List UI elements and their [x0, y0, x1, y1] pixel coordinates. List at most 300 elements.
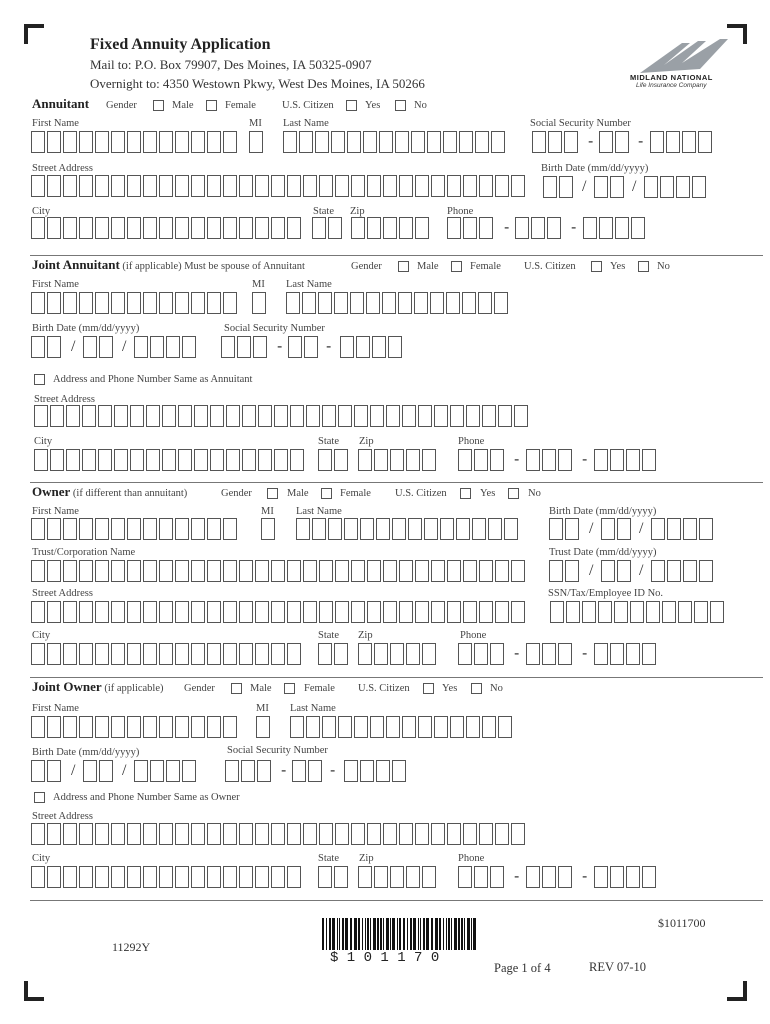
char-box[interactable] [565, 560, 579, 582]
char-box[interactable] [63, 823, 77, 845]
char-box[interactable] [223, 292, 237, 314]
char-box[interactable] [146, 449, 160, 471]
zip-input[interactable] [358, 449, 436, 473]
char-box[interactable] [31, 217, 45, 239]
char-box[interactable] [207, 716, 221, 738]
city-input[interactable] [31, 217, 301, 241]
char-box[interactable] [271, 560, 285, 582]
char-box[interactable] [434, 716, 448, 738]
char-box[interactable] [459, 131, 473, 153]
phone-line-input[interactable] [594, 866, 656, 890]
char-box[interactable] [415, 823, 429, 845]
char-box[interactable] [239, 217, 253, 239]
char-box[interactable] [63, 643, 77, 665]
char-box[interactable] [376, 760, 390, 782]
char-box[interactable] [418, 716, 432, 738]
char-box[interactable] [542, 643, 556, 665]
char-box[interactable] [367, 560, 381, 582]
char-box[interactable] [318, 643, 332, 665]
char-box[interactable] [626, 643, 640, 665]
char-box[interactable] [239, 866, 253, 888]
char-box[interactable] [223, 601, 237, 623]
char-box[interactable] [491, 131, 505, 153]
street-address-input[interactable] [31, 601, 525, 625]
char-box[interactable] [498, 716, 512, 738]
char-box[interactable] [175, 823, 189, 845]
char-box[interactable] [631, 217, 645, 239]
citizen-no-checkbox[interactable] [395, 100, 406, 111]
char-box[interactable] [63, 866, 77, 888]
char-box[interactable] [383, 217, 397, 239]
char-box[interactable] [159, 292, 173, 314]
char-box[interactable] [431, 823, 445, 845]
char-box[interactable] [223, 175, 237, 197]
char-box[interactable] [47, 292, 61, 314]
char-box[interactable] [134, 336, 148, 358]
char-box[interactable] [223, 643, 237, 665]
char-box[interactable] [255, 217, 269, 239]
char-box[interactable] [210, 449, 224, 471]
char-box[interactable] [319, 601, 333, 623]
char-box[interactable] [287, 643, 301, 665]
char-box[interactable] [31, 131, 45, 153]
char-box[interactable] [390, 643, 404, 665]
citizen-yes-checkbox[interactable] [591, 261, 602, 272]
char-box[interactable] [271, 643, 285, 665]
char-box[interactable] [511, 823, 525, 845]
state-input[interactable] [312, 217, 342, 241]
char-box[interactable] [334, 292, 348, 314]
char-box[interactable] [511, 560, 525, 582]
char-box[interactable] [143, 643, 157, 665]
char-box[interactable] [351, 823, 365, 845]
char-box[interactable] [418, 405, 432, 427]
char-box[interactable] [191, 601, 205, 623]
char-box[interactable] [328, 217, 342, 239]
char-box[interactable] [253, 336, 267, 358]
char-box[interactable] [532, 131, 546, 153]
char-box[interactable] [358, 449, 372, 471]
char-box[interactable] [274, 449, 288, 471]
char-box[interactable] [207, 601, 221, 623]
char-box[interactable] [351, 175, 365, 197]
char-box[interactable] [178, 405, 192, 427]
birth-day-input[interactable] [83, 336, 113, 360]
char-box[interactable] [515, 217, 529, 239]
char-box[interactable] [226, 405, 240, 427]
char-box[interactable] [287, 866, 301, 888]
first-name-input[interactable] [31, 716, 237, 740]
char-box[interactable] [63, 175, 77, 197]
char-box[interactable] [111, 518, 125, 540]
char-box[interactable] [79, 175, 93, 197]
char-box[interactable] [241, 760, 255, 782]
char-box[interactable] [31, 175, 45, 197]
char-box[interactable] [360, 760, 374, 782]
female-checkbox[interactable] [284, 683, 295, 694]
char-box[interactable] [95, 518, 109, 540]
char-box[interactable] [127, 217, 141, 239]
char-box[interactable] [642, 866, 656, 888]
char-box[interactable] [111, 292, 125, 314]
char-box[interactable] [542, 866, 556, 888]
char-box[interactable] [601, 518, 615, 540]
char-box[interactable] [367, 601, 381, 623]
char-box[interactable] [594, 176, 608, 198]
char-box[interactable] [610, 643, 624, 665]
char-box[interactable] [111, 823, 125, 845]
char-box[interactable] [666, 131, 680, 153]
char-box[interactable] [446, 292, 460, 314]
char-box[interactable] [598, 601, 612, 623]
char-box[interactable] [415, 560, 429, 582]
char-box[interactable] [111, 175, 125, 197]
char-box[interactable] [370, 716, 384, 738]
birth-year-input[interactable] [134, 760, 196, 784]
char-box[interactable] [395, 131, 409, 153]
char-box[interactable] [549, 560, 563, 582]
char-box[interactable] [63, 292, 77, 314]
char-box[interactable] [594, 449, 608, 471]
char-box[interactable] [255, 823, 269, 845]
char-box[interactable] [383, 823, 397, 845]
char-box[interactable] [319, 560, 333, 582]
char-box[interactable] [159, 601, 173, 623]
char-box[interactable] [430, 292, 444, 314]
char-box[interactable] [344, 518, 358, 540]
char-box[interactable] [434, 405, 448, 427]
char-box[interactable] [422, 866, 436, 888]
char-box[interactable] [335, 560, 349, 582]
char-box[interactable] [47, 175, 61, 197]
char-box[interactable] [351, 601, 365, 623]
char-box[interactable] [31, 601, 45, 623]
char-box[interactable] [239, 175, 253, 197]
citizen-no-checkbox[interactable] [508, 488, 519, 499]
char-box[interactable] [31, 292, 45, 314]
char-box[interactable] [47, 336, 61, 358]
char-box[interactable] [490, 449, 504, 471]
char-box[interactable] [237, 336, 251, 358]
char-box[interactable] [31, 716, 45, 738]
char-box[interactable] [526, 866, 540, 888]
char-box[interactable] [617, 560, 631, 582]
char-box[interactable] [191, 292, 205, 314]
char-box[interactable] [699, 560, 713, 582]
char-box[interactable] [143, 601, 157, 623]
char-box[interactable] [130, 449, 144, 471]
char-box[interactable] [398, 292, 412, 314]
char-box[interactable] [287, 823, 301, 845]
char-box[interactable] [458, 449, 472, 471]
char-box[interactable] [367, 175, 381, 197]
phone-prefix-input[interactable] [526, 866, 572, 890]
char-box[interactable] [511, 175, 525, 197]
char-box[interactable] [95, 643, 109, 665]
char-box[interactable] [678, 601, 692, 623]
char-box[interactable] [447, 560, 461, 582]
char-box[interactable] [31, 560, 45, 582]
city-input[interactable] [31, 866, 301, 890]
char-box[interactable] [399, 175, 413, 197]
char-box[interactable] [479, 601, 493, 623]
char-box[interactable] [660, 176, 674, 198]
char-box[interactable] [303, 560, 317, 582]
char-box[interactable] [318, 449, 332, 471]
char-box[interactable] [466, 405, 480, 427]
char-box[interactable] [360, 518, 374, 540]
char-box[interactable] [479, 560, 493, 582]
char-box[interactable] [390, 866, 404, 888]
char-box[interactable] [207, 175, 221, 197]
street-address-input[interactable] [31, 175, 525, 199]
char-box[interactable] [261, 518, 275, 540]
char-box[interactable] [79, 601, 93, 623]
char-box[interactable] [308, 760, 322, 782]
last-name-input[interactable] [286, 292, 508, 316]
char-box[interactable] [479, 175, 493, 197]
char-box[interactable] [662, 601, 676, 623]
char-box[interactable] [549, 518, 563, 540]
char-box[interactable] [482, 405, 496, 427]
char-box[interactable] [463, 823, 477, 845]
char-box[interactable] [207, 560, 221, 582]
char-box[interactable] [98, 405, 112, 427]
ssn-input-part3[interactable] [344, 760, 406, 784]
char-box[interactable] [399, 217, 413, 239]
char-box[interactable] [143, 823, 157, 845]
phone-prefix-input[interactable] [515, 217, 561, 241]
char-box[interactable] [178, 449, 192, 471]
char-box[interactable] [191, 560, 205, 582]
char-box[interactable] [463, 601, 477, 623]
trust-corporation-input[interactable] [31, 560, 525, 584]
char-box[interactable] [667, 560, 681, 582]
female-checkbox[interactable] [451, 261, 462, 272]
char-box[interactable] [191, 175, 205, 197]
phone-area-input[interactable] [458, 643, 504, 667]
char-box[interactable] [95, 601, 109, 623]
char-box[interactable] [95, 217, 109, 239]
char-box[interactable] [386, 405, 400, 427]
char-box[interactable] [114, 405, 128, 427]
char-box[interactable] [694, 601, 708, 623]
char-box[interactable] [370, 405, 384, 427]
char-box[interactable] [288, 336, 302, 358]
char-box[interactable] [249, 131, 263, 153]
char-box[interactable] [31, 866, 45, 888]
char-box[interactable] [143, 217, 157, 239]
char-box[interactable] [83, 336, 97, 358]
char-box[interactable] [299, 131, 313, 153]
char-box[interactable] [127, 560, 141, 582]
char-box[interactable] [256, 716, 270, 738]
char-box[interactable] [194, 449, 208, 471]
char-box[interactable] [526, 449, 540, 471]
char-box[interactable] [514, 405, 528, 427]
char-box[interactable] [312, 518, 326, 540]
char-box[interactable] [159, 131, 173, 153]
char-box[interactable] [290, 449, 304, 471]
char-box[interactable] [143, 292, 157, 314]
char-box[interactable] [255, 560, 269, 582]
birth-month-input[interactable] [543, 176, 573, 200]
char-box[interactable] [221, 336, 235, 358]
char-box[interactable] [424, 518, 438, 540]
char-box[interactable] [399, 823, 413, 845]
char-box[interactable] [367, 823, 381, 845]
char-box[interactable] [223, 823, 237, 845]
char-box[interactable] [127, 292, 141, 314]
char-box[interactable] [63, 601, 77, 623]
char-box[interactable] [610, 866, 624, 888]
char-box[interactable] [191, 131, 205, 153]
char-box[interactable] [479, 217, 493, 239]
char-box[interactable] [175, 716, 189, 738]
char-box[interactable] [683, 518, 697, 540]
char-box[interactable] [383, 601, 397, 623]
char-box[interactable] [601, 560, 615, 582]
char-box[interactable] [98, 449, 112, 471]
birth-year-input[interactable] [644, 176, 706, 200]
state-input[interactable] [318, 449, 348, 473]
char-box[interactable] [335, 175, 349, 197]
char-box[interactable] [286, 292, 300, 314]
char-box[interactable] [456, 518, 470, 540]
char-box[interactable] [159, 716, 173, 738]
char-box[interactable] [239, 560, 253, 582]
ssn-input-part2[interactable] [599, 131, 629, 155]
ssn-input-part1[interactable] [221, 336, 267, 360]
char-box[interactable] [312, 217, 326, 239]
char-box[interactable] [318, 866, 332, 888]
char-box[interactable] [415, 175, 429, 197]
char-box[interactable] [31, 518, 45, 540]
char-box[interactable] [143, 518, 157, 540]
ssn-input-part1[interactable] [225, 760, 271, 784]
char-box[interactable] [614, 601, 628, 623]
char-box[interactable] [47, 217, 61, 239]
char-box[interactable] [146, 405, 160, 427]
char-box[interactable] [191, 217, 205, 239]
char-box[interactable] [271, 823, 285, 845]
trust-month-input[interactable] [549, 560, 579, 584]
ssn-tax-id-input[interactable] [550, 601, 724, 625]
char-box[interactable] [182, 760, 196, 782]
char-box[interactable] [223, 560, 237, 582]
char-box[interactable] [47, 560, 61, 582]
char-box[interactable] [303, 823, 317, 845]
char-box[interactable] [207, 823, 221, 845]
char-box[interactable] [478, 292, 492, 314]
char-box[interactable] [127, 823, 141, 845]
birth-month-input[interactable] [31, 336, 61, 360]
char-box[interactable] [610, 176, 624, 198]
char-box[interactable] [63, 518, 77, 540]
char-box[interactable] [79, 823, 93, 845]
char-box[interactable] [79, 131, 93, 153]
char-box[interactable] [447, 601, 461, 623]
char-box[interactable] [494, 292, 508, 314]
char-box[interactable] [322, 716, 336, 738]
char-box[interactable] [127, 601, 141, 623]
female-checkbox[interactable] [321, 488, 332, 499]
state-input[interactable] [318, 643, 348, 667]
char-box[interactable] [490, 643, 504, 665]
char-box[interactable] [47, 601, 61, 623]
char-box[interactable] [79, 518, 93, 540]
char-box[interactable] [415, 601, 429, 623]
char-box[interactable] [159, 823, 173, 845]
char-box[interactable] [414, 292, 428, 314]
char-box[interactable] [559, 176, 573, 198]
char-box[interactable] [287, 601, 301, 623]
char-box[interactable] [210, 405, 224, 427]
char-box[interactable] [95, 175, 109, 197]
char-box[interactable] [422, 643, 436, 665]
char-box[interactable] [610, 449, 624, 471]
char-box[interactable] [95, 560, 109, 582]
char-box[interactable] [47, 823, 61, 845]
char-box[interactable] [223, 217, 237, 239]
ssn-input-part3[interactable] [340, 336, 402, 360]
char-box[interactable] [143, 175, 157, 197]
char-box[interactable] [175, 601, 189, 623]
char-box[interactable] [207, 866, 221, 888]
mi-input[interactable] [249, 131, 263, 155]
char-box[interactable] [255, 643, 269, 665]
char-box[interactable] [31, 336, 45, 358]
char-box[interactable] [175, 175, 189, 197]
char-box[interactable] [372, 336, 386, 358]
char-box[interactable] [626, 866, 640, 888]
char-box[interactable] [194, 405, 208, 427]
char-box[interactable] [594, 643, 608, 665]
char-box[interactable] [175, 217, 189, 239]
char-box[interactable] [331, 131, 345, 153]
street-address-input[interactable] [31, 823, 525, 847]
char-box[interactable] [47, 643, 61, 665]
char-box[interactable] [458, 866, 472, 888]
char-box[interactable] [306, 716, 320, 738]
char-box[interactable] [274, 405, 288, 427]
char-box[interactable] [111, 131, 125, 153]
char-box[interactable] [335, 823, 349, 845]
char-box[interactable] [287, 560, 301, 582]
char-box[interactable] [159, 175, 173, 197]
phone-prefix-input[interactable] [526, 449, 572, 473]
char-box[interactable] [63, 716, 77, 738]
citizen-yes-checkbox[interactable] [460, 488, 471, 499]
char-box[interactable] [34, 405, 48, 427]
male-checkbox[interactable] [267, 488, 278, 499]
char-box[interactable] [143, 716, 157, 738]
char-box[interactable] [392, 760, 406, 782]
phone-prefix-input[interactable] [526, 643, 572, 667]
char-box[interactable] [495, 601, 509, 623]
char-box[interactable] [127, 866, 141, 888]
char-box[interactable] [271, 175, 285, 197]
char-box[interactable] [466, 716, 480, 738]
char-box[interactable] [82, 449, 96, 471]
char-box[interactable] [79, 217, 93, 239]
char-box[interactable] [162, 405, 176, 427]
char-box[interactable] [191, 823, 205, 845]
char-box[interactable] [431, 175, 445, 197]
char-box[interactable] [566, 601, 580, 623]
char-box[interactable] [287, 175, 301, 197]
char-box[interactable] [191, 716, 205, 738]
